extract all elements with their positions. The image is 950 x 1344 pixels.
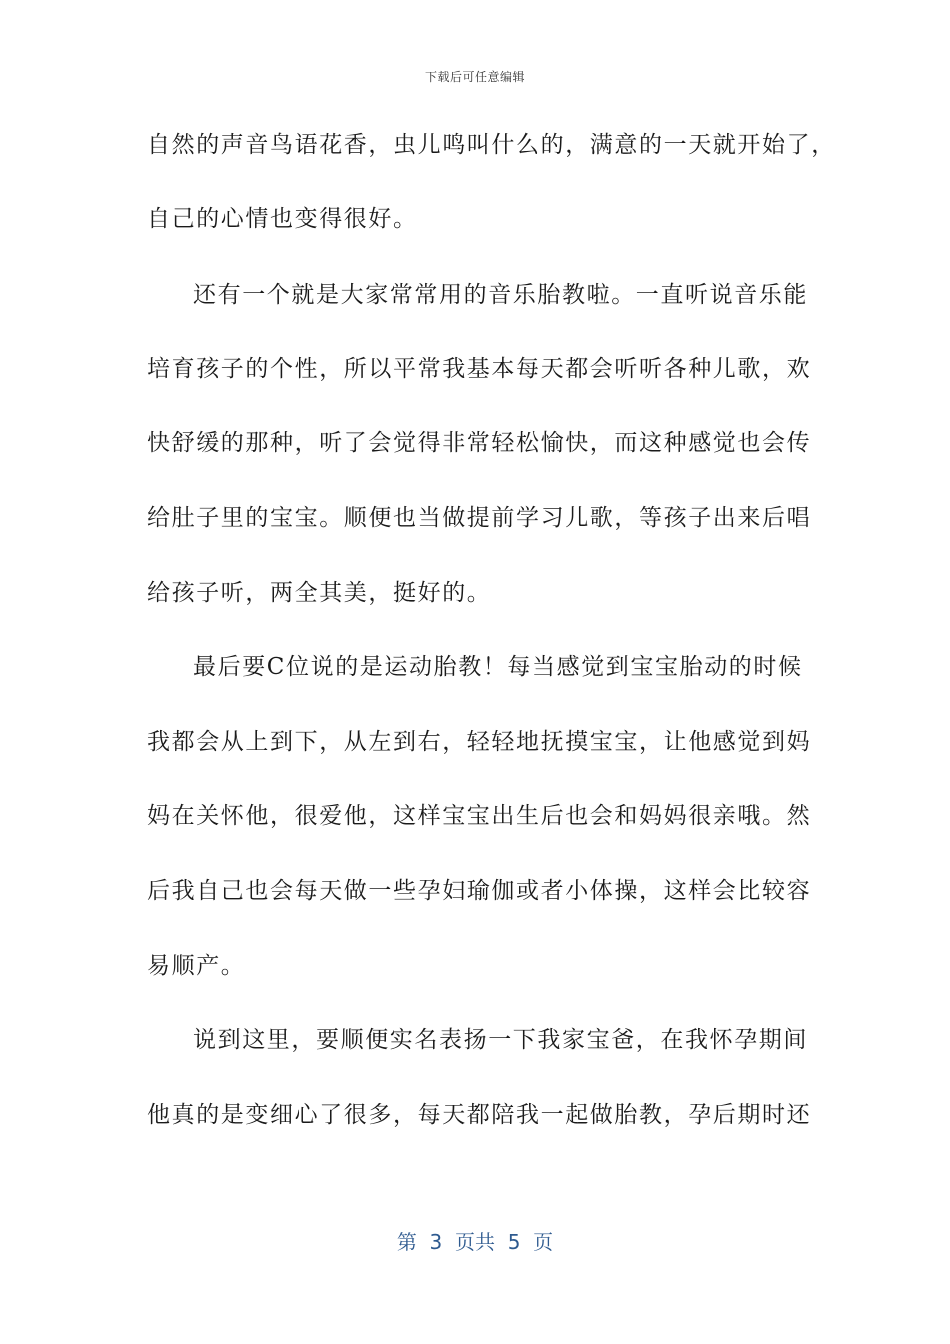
paragraph-start-line: 说到这里，要顺便实名表扬一下我家宝爸，在我怀孕期间 <box>193 1027 808 1053</box>
text-line: 自然的声音鸟语花香，虫儿鸣叫什么的，满意的一天就开始了， <box>147 132 836 158</box>
text-line: 易顺产。 <box>147 953 246 979</box>
text-line: 给肚子里的宝宝。顺便也当做提前学习儿歌，等孩子出来后唱 <box>147 505 812 531</box>
text-line: 给孩子听，两全其美，挺好的。 <box>147 580 492 606</box>
page-number-footer: 第 3 页共 5 页 <box>396 1230 554 1254</box>
paragraph-start-line: 还有一个就是大家常常用的音乐胎教啦。一直听说音乐能 <box>193 282 808 308</box>
text-line: 自己的心情也变得很好。 <box>147 206 418 232</box>
paragraph-start-line: 最后要C位说的是运动胎教！每当感觉到宝宝胎动的时候 <box>193 654 803 680</box>
text-line: 我都会从上到下，从左到右，轻轻地抚摸宝宝，让他感觉到妈 <box>147 729 812 755</box>
text-line: 他真的是变细心了很多，每天都陪我一起做胎教，孕后期时还 <box>147 1102 812 1128</box>
text-line: 妈在关怀他，很爱他，这样宝宝出生后也会和妈妈很亲哦。然 <box>147 803 812 829</box>
text-line: 后我自己也会每天做一些孕妇瑜伽或者小体操，这样会比较容 <box>147 878 812 904</box>
page-header: 下载后可任意编辑 <box>424 70 525 84</box>
text-line: 快舒缓的那种，听了会觉得非常轻松愉快，而这种感觉也会传 <box>147 430 812 456</box>
text-line: 培育孩子的个性，所以平常我基本每天都会听听各种儿歌，欢 <box>147 356 812 382</box>
